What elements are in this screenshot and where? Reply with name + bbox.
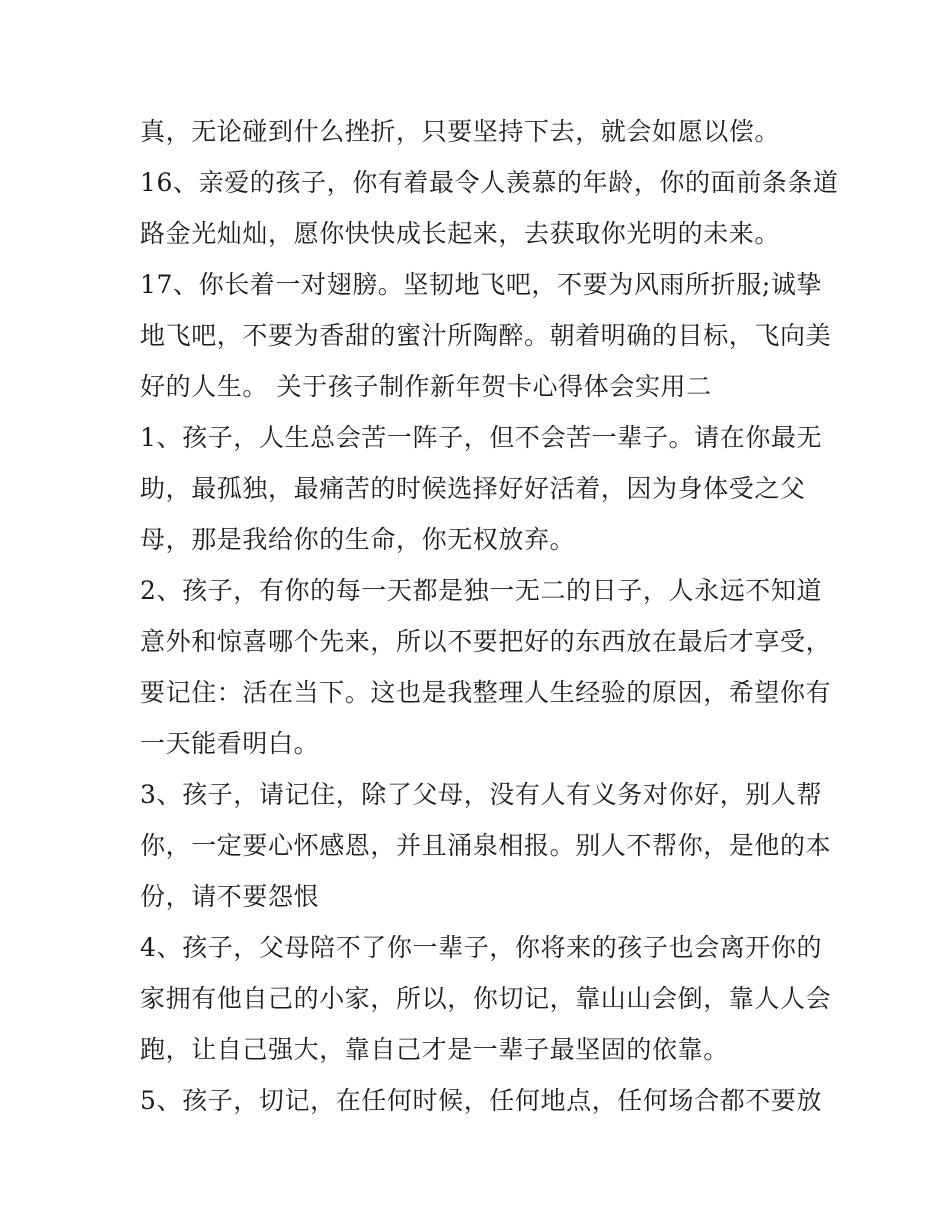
text-line-5: 地飞吧，不要为香甜的蜜汁所陶醉。朝着明确的目标，飞向美 [140,321,832,350]
text-line-17: 4、孩子，父母陪不了你一辈子，你将来的孩子也会离开你的 [140,933,823,962]
text-line-1: 真，无论碰到什么挫折，只要坚持下去，就会如愿以偿。 [140,117,781,146]
text-line-16: 份，请不要怨恨 [140,882,320,911]
text-line-14: 3、孩子，请记住，除了父母，没有人有义务对你好，别人帮 [140,780,823,809]
text-line-19: 跑，让自己强大，靠自己才是一辈子最坚固的依靠。 [140,1035,729,1064]
text-line-20: 5、孩子，切记，在任何时候，任何地点，任何场合都不要放 [140,1086,823,1115]
text-line-7: 1、孩子，人生总会苦一阵子，但不会苦一辈子。请在你最无 [140,423,823,452]
text-line-6: 好的人生。 关于孩子制作新年贺卡心得体会实用二 [140,372,712,401]
text-line-18: 家拥有他自己的小家，所以，你切记，靠山山会倒，靠人人会 [140,984,832,1013]
text-line-8: 助，最孤独，最痛苦的时候选择好好活着，因为身体受之父 [140,474,806,503]
text-line-2: 16、亲爱的孩子，你有着最令人羡慕的年龄，你的面前条条道 [140,168,839,197]
text-line-4: 17、你长着一对翅膀。坚韧地飞吧，不要为风雨所折服;诚挚 [140,270,823,299]
text-line-13: 一天能看明白。 [140,729,320,758]
text-line-9: 母，那是我给你的生命，你无权放弃。 [140,525,576,554]
text-line-12: 要记住：活在当下。这也是我整理人生经验的原因，希望你有 [140,678,832,707]
document-body [140,106,839,1126]
text-line-3: 路金光灿灿，愿你快快成长起来，去获取你光明的未来。 [140,219,781,248]
text-line-10: 2、孩子，有你的每一天都是独一无二的日子，人永远不知道 [140,576,823,605]
text-line-11: 意外和惊喜哪个先来，所以不要把好的东西放在最后才享受， [140,627,832,656]
text-line-15: 你，一定要心怀感恩，并且涌泉相报。别人不帮你，是他的本 [140,831,832,860]
